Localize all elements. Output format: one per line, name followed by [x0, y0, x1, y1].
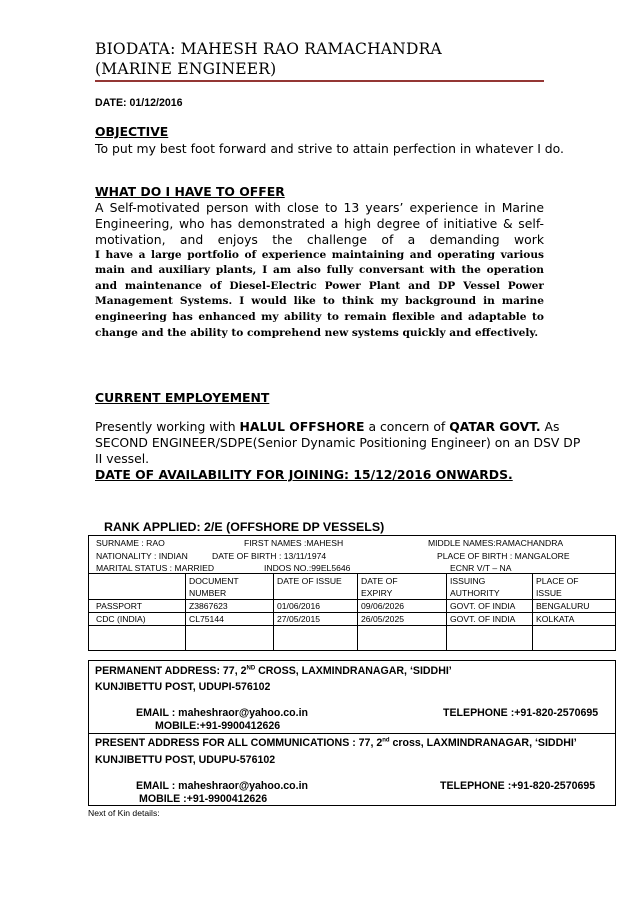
indos-number: INDOS NO.:99EL5646 — [264, 563, 351, 573]
offer-text-bold: I have a large portfolio of experience maintaining and operating various main and auxiliary plants, I am also fully conversant with the operation and maintenance of Diesel-Electric Power Plant and DP Vessel Power Management Systems. I would like to think my background in marine engineering has enhanced my ability to remain flexible and adaptable to change and the ability to comprehend new systems quickly and effectively. — [95, 248, 544, 339]
col-header-expiry: EXPIRY — [361, 588, 393, 598]
table-divider — [88, 625, 616, 626]
present-telephone: TELEPHONE :+91-820-2570695 — [440, 780, 596, 792]
table-row-cell: 01/06/2016 — [277, 601, 321, 611]
place-of-birth: PLACE OF BIRTH : MANGALORE — [437, 551, 570, 561]
objective-text: To put my best foot forward and strive to attain perfection in whatever I do. — [95, 141, 564, 156]
rank-applied: RANK APPLIED: 2/E (OFFSHORE DP VESSELS) — [104, 520, 385, 534]
objective-heading: OBJECTIVE — [95, 124, 169, 139]
table-col-line — [273, 573, 274, 651]
govt-name: QATAR GOVT. — [449, 419, 541, 434]
date-of-birth: DATE OF BIRTH : 13/11/1974 — [212, 551, 327, 561]
document-date: DATE: 01/12/2016 — [95, 97, 183, 109]
nationality: NATIONALITY : INDIAN — [96, 551, 188, 561]
table-row-cell: Z3867623 — [189, 601, 228, 611]
employment-heading: CURRENT EMPLOYEMENT — [95, 390, 270, 405]
col-header-place-of: PLACE OF — [536, 576, 579, 586]
col-header-date-of: DATE OF — [361, 576, 398, 586]
table-row-cell: CDC (INDIA) — [96, 614, 146, 624]
table-divider — [88, 573, 616, 574]
title-rule — [95, 80, 544, 82]
present-address-line1: PRESENT ADDRESS FOR ALL COMMUNICATIONS : 77, 2nd cross, LAXMINDRANAGAR, ‘SIDDHI’ — [95, 737, 577, 749]
table-col-line — [446, 573, 447, 651]
table-row-cell: 09/06/2026 — [361, 601, 405, 611]
col-header-date-issue: DATE OF ISSUE — [277, 576, 342, 586]
next-of-kin-label: Next of Kin details: — [88, 808, 160, 818]
present-address-line2: KUNJIBETTU POST, UDUPU-576102 — [95, 754, 276, 766]
table-col-line — [185, 573, 186, 651]
marital-status: MARITAL STATUS : MARRIED — [96, 563, 215, 573]
present-email: EMAIL : maheshraor@yahoo.co.in — [136, 780, 309, 792]
employment-line2: SECOND ENGINEER/SDPE(Senior Dynamic Positioning Engineer) on an DSV DP — [95, 435, 581, 450]
table-row-cell: PASSPORT — [96, 601, 143, 611]
table-row-cell: CL75144 — [189, 614, 224, 624]
table-row-cell: GOVT. OF INDIA — [450, 601, 516, 611]
address-divider — [88, 733, 616, 734]
doc-subtitle: (MARINE ENGINEER) — [95, 60, 277, 78]
company-name: HALUL OFFSHORE — [239, 419, 365, 434]
permanent-telephone: TELEPHONE :+91-820-2570695 — [443, 707, 599, 719]
table-col-line — [532, 573, 533, 651]
present-mobile: MOBILE :+91-9900412626 — [139, 793, 268, 805]
col-header-issuing: ISSUING — [450, 576, 486, 586]
availability-text: DATE OF AVAILABILITY FOR JOINING: 15/12/2016 ONWARDS. — [95, 467, 513, 482]
table-row-cell: 26/05/2025 — [361, 614, 405, 624]
col-header-issue: ISSUE — [536, 588, 562, 598]
surname: SURNAME : RAO — [96, 538, 165, 548]
first-name: FIRST NAMES :MAHESH — [244, 538, 344, 548]
middle-name: MIDDLE NAMES:RAMACHANDRA — [428, 538, 564, 548]
table-row-cell: 27/05/2015 — [277, 614, 321, 624]
col-header-authority: AUTHORITY — [450, 588, 500, 598]
permanent-address-line2: KUNJIBETTU POST, UDUPI-576102 — [95, 681, 271, 693]
permanent-address-line1: PERMANENT ADDRESS: 77, 2ND CROSS, LAXMINDRANAGAR, ‘SIDDHI’ — [95, 665, 452, 677]
table-divider — [88, 612, 616, 613]
offer-text: A Self-motivated person with close to 13 years’ experience in Marine Engineering, who has demonstrated a high degree of initiative & self-motivation, and enjoys the challenge of a demanding work — [95, 200, 544, 247]
table-col-line — [357, 573, 358, 651]
table-row-cell: GOVT. OF INDIA — [450, 614, 516, 624]
table-divider — [88, 599, 616, 600]
permanent-mobile: MOBILE:+91-9900412626 — [155, 720, 281, 732]
permanent-email: EMAIL : maheshraor@yahoo.co.in — [136, 707, 309, 719]
doc-title: BIODATA: MAHESH RAO RAMACHANDRA — [95, 40, 442, 58]
table-row-cell: BENGALURU — [536, 601, 590, 611]
employment-line1: Presently working with HALUL OFFSHORE a concern of QATAR GOVT. As — [95, 419, 560, 434]
ecnr: ECNR V/T – NA — [450, 563, 512, 573]
col-header-number: NUMBER — [189, 588, 227, 598]
col-header-document: DOCUMENT — [189, 576, 239, 586]
table-row-cell: KOLKATA — [536, 614, 575, 624]
offer-heading: WHAT DO I HAVE TO OFFER — [95, 184, 285, 199]
employment-line3: II vessel. — [95, 451, 150, 466]
